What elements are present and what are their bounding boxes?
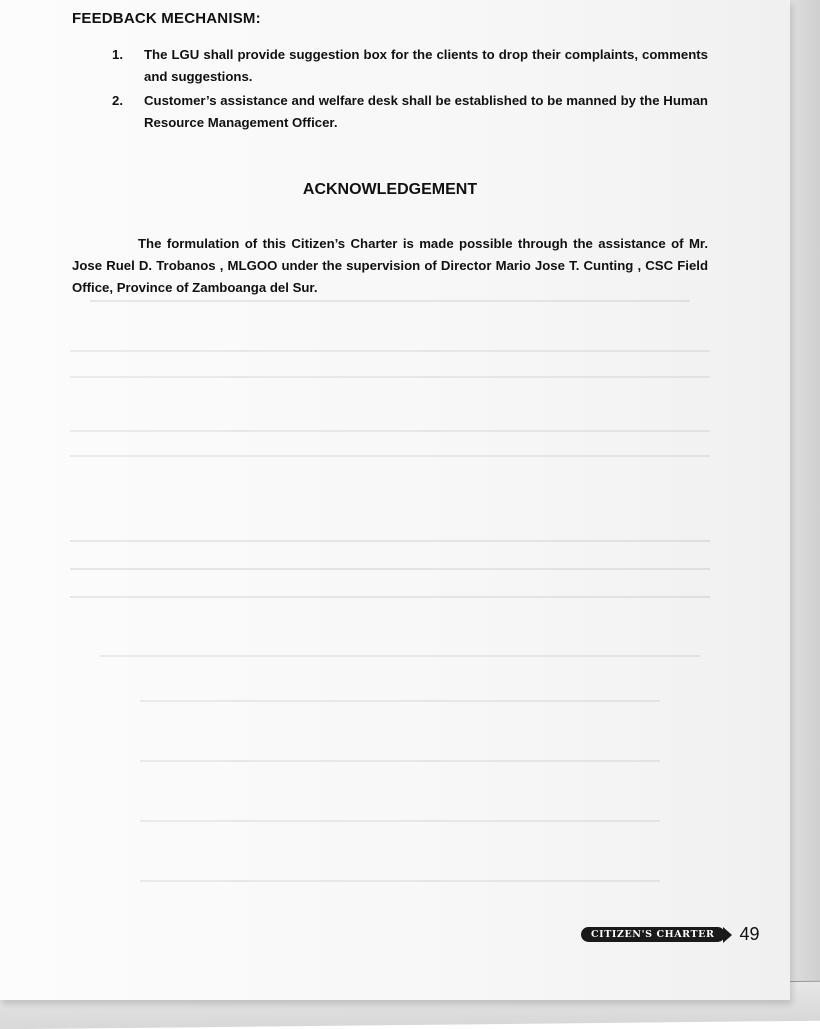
page-footer xyxy=(581,924,760,945)
citizens-charter-badge: CITIZEN'S CHARTER xyxy=(581,927,725,942)
feedback-heading: FEEDBACK MECHANISM: xyxy=(72,10,261,27)
list-item-number: 2. xyxy=(112,93,123,108)
list-item xyxy=(112,90,708,134)
list-item-text: Customer’s assistance and welfare desk shall be established to be manned by the Human Resource Management Officer. xyxy=(144,93,708,130)
list-item-text: The LGU shall provide suggestion box for the clients to drop their complaints, comments and suggestions. xyxy=(144,47,708,84)
page-stack-edge xyxy=(790,0,820,1000)
acknowledgement-paragraph: The formulation of this Citizen’s Charter is made possible through the assistance of Mr. Jose Ruel D. Trobanos , MLGOO under the supervision of Director Mario Jose T. Cunting , CSC Field Office, Province of Zamboanga del Sur. xyxy=(72,236,708,295)
list-item xyxy=(112,44,708,88)
feedback-list xyxy=(112,44,708,136)
page-number: 49 xyxy=(739,924,760,944)
badge-arrow-icon xyxy=(723,927,732,943)
acknowledgement-heading: ACKNOWLEDGEMENT xyxy=(302,181,478,198)
list-item-number: 1. xyxy=(112,47,123,62)
